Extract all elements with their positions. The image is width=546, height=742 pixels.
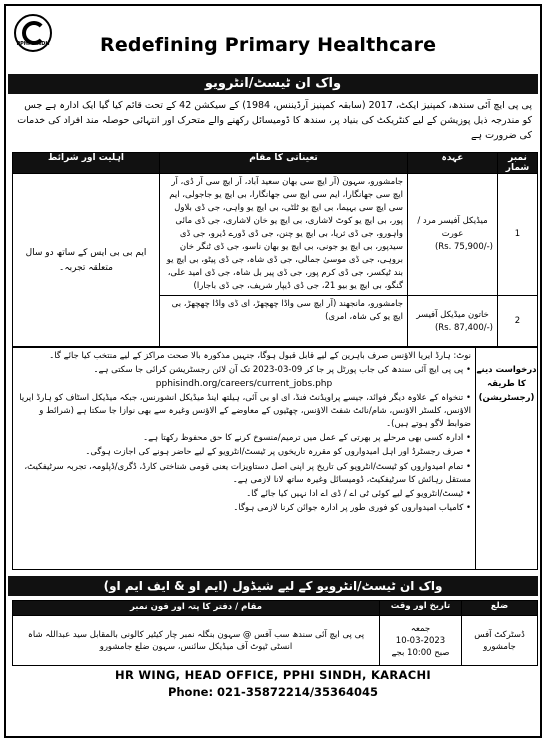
footer-address: HR WING, HEAD OFFICE, PPHI SINDH, KARACHI: [115, 668, 431, 682]
col-qualification: اہلیت اور شرائط: [13, 153, 160, 174]
qualification-cell: ایم بی بی ایس کے ساتھ دو سال متعلقہ تجربہ۔: [13, 174, 160, 348]
note-benefits: • تنخواہ کے علاوہ دیگر فوائد، جیسے پراویڈنٹ فنڈ، ای او بی آئی، ہیلتھ اینڈ میڈیکل انشورنس، جبکہ میڈیکل اسٹاف کو ہارڈ ایریا الاؤنس، کلسٹر الاؤنس، شام/نائٹ شفٹ الاؤنس، چھٹیوں کے معاوضے کے الاؤنس وغیرہ سے بھی نوازا جا سکتا ہے (شرائط و ضوابط لاگو ہوتے ہیں)۔: [19, 392, 471, 430]
row-location: جامشورو، مانجھند (آر ایچ سی واڈا چھچھڑ، ای ڈی واڈا چھچھڑ، بی ایچ یو کی شاہ، امری): [160, 296, 408, 348]
jobs-table: [12, 152, 538, 348]
row-post: [408, 296, 498, 348]
schedule-date-cell: [380, 616, 462, 666]
schedule-banner: واک ان ٹیسٹ/انٹرویو کے لیے شیڈول (ایم او & ایف ایم او): [8, 576, 538, 596]
col-date: تاریخ اور وقت: [380, 601, 462, 616]
col-district: ضلع: [462, 601, 538, 616]
note-rights: • ادارہ کسی بھی مرحلے پر بھرتی کے عمل میں ترمیم/منسوخ کرنے کا حق محفوظ رکھتا ہے۔: [143, 433, 471, 444]
col-location: تعیناتی کا مقام: [160, 153, 408, 174]
post-title: خاتون میڈیکل آفیسر: [416, 309, 489, 320]
schedule-day: جمعہ: [410, 623, 431, 634]
note-join: • کامیاب امیدواروں کو فوری طور پر ادارہ جوائن کرنا لازمی ہوگا۔: [233, 503, 471, 514]
walk-in-banner: واک ان ٹیسٹ/انٹرویو: [8, 74, 538, 94]
pphi-logo: [14, 14, 52, 52]
schedule-time: صبح 10:00 بجے: [391, 647, 450, 658]
note-hard-area: نوٹ: ہارڈ ایریا الاؤنس صرف باہرین کے لیے قابل قبول ہوگا، جنہیں مذکورہ بالا صحت مراکز کے لیے منتخب کیا جائے گا۔: [49, 351, 471, 361]
post-title: میڈیکل آفیسر مرد / عورت: [417, 216, 488, 239]
col-venue: مقام / دفتر کا پتہ اور فون نمبر: [13, 601, 380, 616]
post-salary: (Rs. 87,400/-): [434, 322, 493, 333]
schedule-date: 10-03-2023: [395, 635, 446, 646]
note-documents: • تمام امیدواروں کو ٹیسٹ/انٹرویو کی تاریخ پر اپنی اصل دستاویزات یعنی قومی شناختی کارڈ، ڈگری/ڈپلومہ، تجربہ سرٹیفکیٹ، مستقل رہائش کا سرٹیفکیٹ، ڈومیسائل وغیرہ ساتھ لانا لازمی ہے۔: [24, 461, 471, 485]
schedule-venue: پی پی ایچ آئی سندھ سب آفس @ سہون بنگلہ نمبر چار کیٹیر کالونی بالمقابل سید عبداللہ شاہ انسٹی ٹیوٹ آف میڈیکل سائنس، سہون ضلع جامشورو: [13, 616, 380, 666]
jobs-header-row: [13, 153, 538, 174]
footer: [6, 668, 540, 699]
instructions-box: [12, 346, 538, 570]
col-sr: نمبر شمار: [498, 153, 538, 174]
row-sr: 2: [498, 296, 538, 348]
row-location: جامشورو، سہون (آر ایچ سی بھان سعید آباد، آر ایچ سی آر ڈی، آر ایچ سی جھانگارا، ایم سی ایچ سی جھانگارا، بی ایچ یو جاجولی، ایم سی ایچ سی بہیما، بی ایچ یو ٹلٹی، بی ایچ یو واہی، جی ڈی بلاول پور، بی ایچ یو کوٹ لاشاری، بی ایچ یو خان لاشاری، جی ڈی مائی واہورو، جی ڈی ثریا، بی ایچ یو چنن، جی ڈی ڈورے ڈیرو، جی ڈی سیدپور، بی ایچ یو جونی، بی ایچ یو بھان ناسو، جی ڈی ٹنگر خان بروہی، جی ڈی موسیٰ جمالی، جی ڈی شاہ، جی ڈی پیٹو، بی ایچ یو بند ٹیکسر، جی ڈی کرم پور، جی ڈی پیر بل شاہ، جی ڈی امید علی، گنگو، بی ایچ یو بیو 21، جی ڈی ڈیپار شریف، جی ڈی باجارا): [160, 174, 408, 296]
note-eligible: • صرف رجسٹرڈ اور اہل امیدواروں کو مقررہ تاریخوں پر ٹیسٹ/انٹرویو کے لیے حاضر ہونے کی اجازت ہوگی۔: [85, 447, 471, 458]
instructions-list: [17, 350, 471, 516]
row-post: [408, 174, 498, 296]
table-row: [13, 174, 538, 296]
how-to-apply-label: درخواست دینے کا طریقہ (رجسٹریشن): [475, 347, 537, 569]
row-sr: 1: [498, 174, 538, 296]
post-salary: (Rs. 75,900/-): [434, 242, 493, 252]
advertisement-page: [4, 4, 542, 738]
careers-link[interactable]: pphisindh.org/careers/current_jobs.php: [155, 379, 333, 390]
schedule-district: ڈسٹرکٹ آفس جامشورو: [462, 616, 538, 666]
table-row: [13, 616, 538, 666]
note-no-ta-da: • ٹیسٹ/انٹرویو کے لیے کوئی ٹی اے / ڈی اے ادا نہیں کیا جائے گا۔: [246, 489, 471, 500]
tagline: Redefining Primary Healthcare: [100, 34, 437, 56]
footer-phone: Phone: 021-35872214/35364045: [167, 685, 379, 699]
col-post: عہدہ: [408, 153, 498, 174]
intro-paragraph: پی پی ایچ آئی سندھ، کمپنیز ایکٹ، 2017 (سابقہ کمپنیز آرڈیننس، 1984) کے سیکشن 42 کے تحت قائم کیا گیا ایک ادارہ ہے جس کو مندرجہ ذیل پوزیشن کے لیے کنٹریکٹ کی بنیاد پر، سندھ کا ڈومیسائل رکھنے والے متحرک اور انتہائی حوصلہ مند افراد کی خدمات کی ضرورت ہے: [17, 100, 532, 141]
note-registration: • پی پی ایچ آئی سندھ کی جاب پورٹل پر جا کر 09-03-2023 تک آن لائن رجسٹریشن کرائی جا سکتی ہے۔: [93, 365, 471, 376]
schedule-table: [12, 600, 538, 666]
schedule-header-row: [13, 601, 538, 616]
logo-text: PPHI SINDH: [16, 41, 50, 47]
